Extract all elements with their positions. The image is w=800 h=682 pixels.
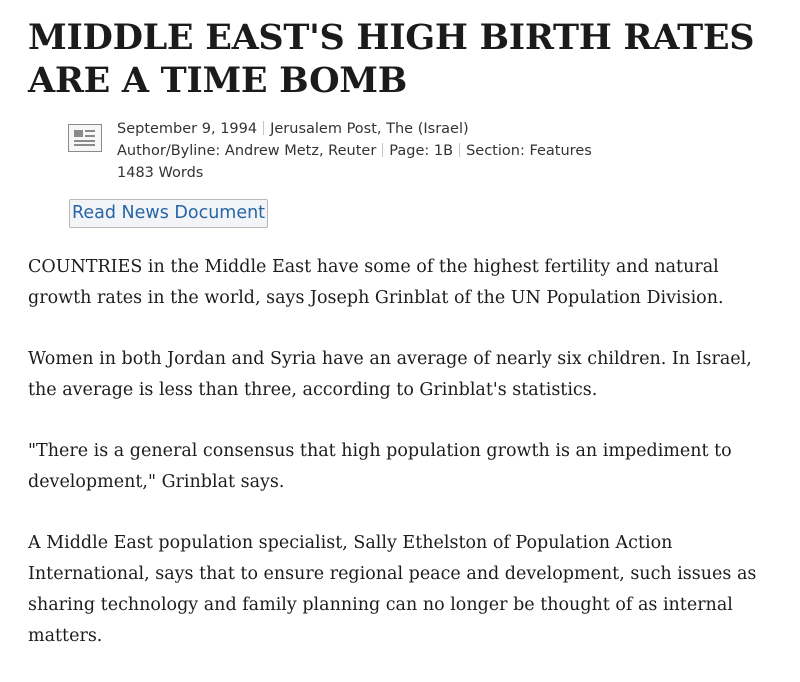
meta-line-1 bbox=[117, 118, 757, 140]
article-body bbox=[28, 252, 772, 682]
document-icon bbox=[68, 124, 102, 152]
article-paragraph: A Middle East population specialist, Sally Ethelston of Population Action International, says that to ensure regional peace and development, such issues as sharing technology and family planning can no longer be thought of as internal matters. bbox=[28, 533, 757, 646]
page-number: Page: 1B bbox=[389, 143, 454, 159]
article-paragraph: "There is a general consensus that high population growth is an impediment to development," Grinblat says. bbox=[28, 441, 732, 492]
word-count: 1483 Words bbox=[117, 165, 204, 181]
read-news-document-button[interactable]: Read News Document bbox=[69, 199, 268, 228]
section: Section: Features bbox=[466, 143, 592, 159]
article-paragraph: COUNTRIES in the Middle East have some of the highest fertility and natural growth rates in the world, says Joseph Grinblat of the UN Population Division. bbox=[28, 257, 724, 308]
meta-separator bbox=[263, 121, 264, 135]
publication-date: September 9, 1994 bbox=[117, 121, 258, 137]
meta-separator bbox=[459, 143, 460, 157]
publication-source: Jerusalem Post, The (Israel) bbox=[270, 121, 469, 137]
meta-line-3 bbox=[117, 162, 757, 184]
byline: Author/Byline: Andrew Metz, Reuter bbox=[117, 143, 377, 159]
meta-separator bbox=[382, 143, 383, 157]
meta-lines bbox=[117, 118, 757, 184]
article-paragraph: Women in both Jordan and Syria have an average of nearly six children. In Israel, the average is less than three, according to Grinblat's statistics. bbox=[28, 349, 752, 400]
meta-line-2 bbox=[117, 140, 757, 162]
article-title: MIDDLE EAST'S HIGH BIRTH RATES ARE A TIME BOMB bbox=[28, 17, 755, 101]
